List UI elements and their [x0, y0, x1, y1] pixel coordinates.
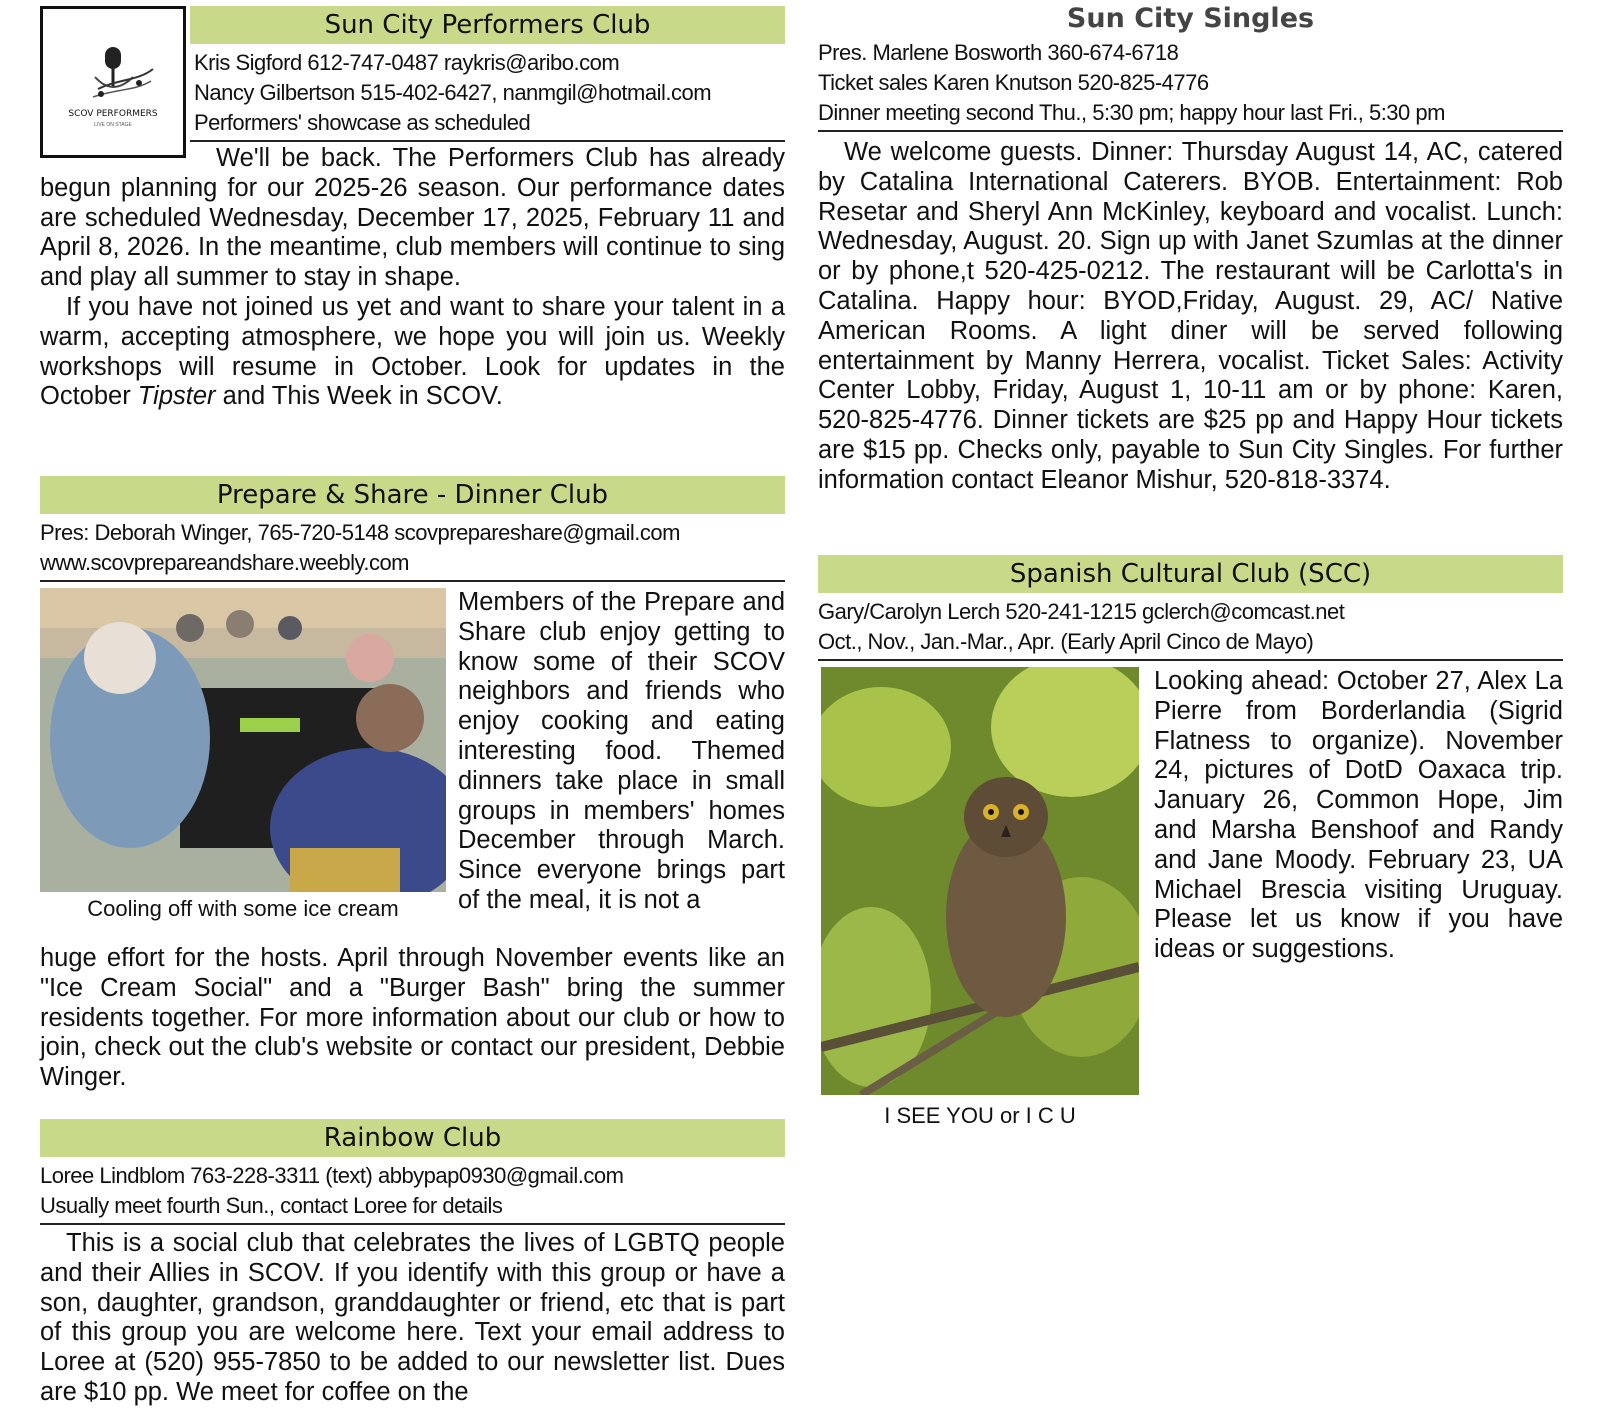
prepare-section	[40, 476, 785, 1093]
prepare-side-text: Members of the Prepare and Share club enjoy getting to know some of their SCOV neighbors and friends who enjoy cooking and eating interesting food. Themed dinners take place in small groups in members' homes December through March. Since everyone brings part of the meal, it is not a	[458, 588, 785, 914]
left-column	[40, 0, 785, 1406]
performers-logo	[40, 6, 186, 158]
spanish-section	[818, 555, 1563, 1147]
performers-title: Sun City Performers Club	[190, 6, 785, 44]
rainbow-title: Rainbow Club	[40, 1119, 785, 1157]
contact-line: www.scovprepareandshare.weebly.com	[40, 550, 409, 575]
prepare-contact	[40, 518, 785, 582]
contact-line: Loree Lindblom 763-228-3311 (text) abbypap0930@gmail.com	[40, 1163, 624, 1188]
ice-cream-caption: Cooling off with some ice cream	[87, 896, 399, 921]
contact-line: Usually meet fourth Sun., contact Loree for details	[40, 1193, 503, 1218]
logo-text: SCOV PERFORMERS	[68, 109, 158, 119]
singles-section	[818, 0, 1563, 496]
spanish-title: Spanish Cultural Club (SCC)	[818, 555, 1563, 593]
performers-contact	[190, 48, 785, 142]
owl-photo	[821, 667, 1139, 1095]
singles-paragraph: We welcome guests. Dinner: Thursday August 14, AC, catered by Catalina International Caterers. BYOB. Entertainment: Rob Resetar and Sheryl Ann McKinley, keyboard and vocalist. Lunch: Wednesday, August. 20. Sign up with Janet Szumlas at the dinner or by phone,t 520-425-0212. The restaurant will be Carlotta's in Catalina. Happy hour: BYOD,Friday, August. 29, AC/ Native American Rooms. A light diner will be served following entertainment by Manny Herrera, vocalist. Ticket Sales: Activity Center Lobby, Friday, August 1, 10-11 am or by phone: Karen, 520-825-4776. Dinner tickets are $25 pp and Happy Hour tickets are $15 pp. Checks only, payable to Sun City Singles. For further information contact Eleanor Mishur, 520-818-3374.	[818, 138, 1563, 494]
rainbow-paragraph: This is a social club that celebrates the lives of LGBTQ people and their Allies in SCOV. If you identify with this group or have a son, daughter, grandson, granddaughter or friend, etc that is part of this group you are welcome here. Text your email address to Loree at (520) 955-7850 to be added to our newsletter list. Dues are $10 pp. We meet for coffee on the	[40, 1229, 785, 1406]
singles-body	[818, 138, 1563, 496]
contact-line: Gary/Carolyn Lerch 520-241-1215 gclerch@comcast.net	[818, 599, 1345, 624]
performers-body	[40, 144, 785, 412]
contact-line: Pres. Marlene Bosworth 360-674-6718	[818, 40, 1179, 65]
contact-line: Dinner meeting second Thu., 5:30 pm; happy hour last Fri., 5:30 pm	[818, 100, 1445, 125]
rainbow-body	[40, 1229, 785, 1408]
performers-paragraph-2: If you have not joined us yet and want to share your talent in a warm, accepting atmosphere, we hope you will join us. Weekly workshops will resume in October. Look for updates in the October Tipster and This Week in SCOV.	[40, 292, 785, 411]
singles-contact	[818, 38, 1563, 132]
contact-line: Nancy Gilbertson 515-402-6427, nanmgil@hotmail.com	[194, 80, 712, 105]
performers-section	[40, 0, 785, 440]
owl-caption: I SEE YOU or I C U	[884, 1103, 1076, 1128]
spanish-contact	[818, 597, 1563, 661]
contact-line: Oct., Nov., Jan.-Mar., Apr. (Early April Cinco de Mayo)	[818, 629, 1314, 654]
contact-line: Ticket sales Karen Knutson 520-825-4776	[818, 70, 1209, 95]
prepare-title: Prepare & Share - Dinner Club	[40, 476, 785, 514]
singles-title: Sun City Singles	[1066, 3, 1315, 34]
microphone-icon	[43, 9, 183, 155]
performers-paragraph-1: We'll be back. The Performers Club has already begun planning for our 2025-26 season. Our performance dates are scheduled Wednesday, December 17, 2025, February 11 and April 8, 2026. In the meantime, club members will continue to sing and play all summer to stay in shape.	[40, 144, 785, 292]
spanish-body: Looking ahead: October 27, Alex La Pierre from Borderlandia (Sigrid Flatness to organize). November 24, pictures of DotD Oaxaca trip. January 26, Common Hope, Jim and Marsha Benshoof and Randy and Jane Moody. February 23, UA Michael Brescia visiting Uruguay. Please let us know if you have ideas or suggestions.	[1154, 667, 1563, 964]
logo-subtext: LIVE ON STAGE	[94, 122, 132, 128]
rainbow-contact	[40, 1161, 785, 1225]
prepare-rest-text: huge effort for the hosts. April through November events like an "Ice Cream Social" and a "Burger Bash" bring the summer residents together. For more information about our club or how to join, check out the club's website or contact our president, Debbie Winger.	[40, 944, 785, 1092]
rainbow-section	[40, 1119, 785, 1408]
contact-line: Performers' showcase as scheduled	[194, 110, 531, 135]
contact-line: Kris Sigford 612-747-0487 raykris@aribo.com	[194, 50, 620, 75]
contact-line: Pres: Deborah Winger, 765-720-5148 scovprepareshare@gmail.com	[40, 520, 680, 545]
ice-cream-photo	[40, 588, 446, 892]
